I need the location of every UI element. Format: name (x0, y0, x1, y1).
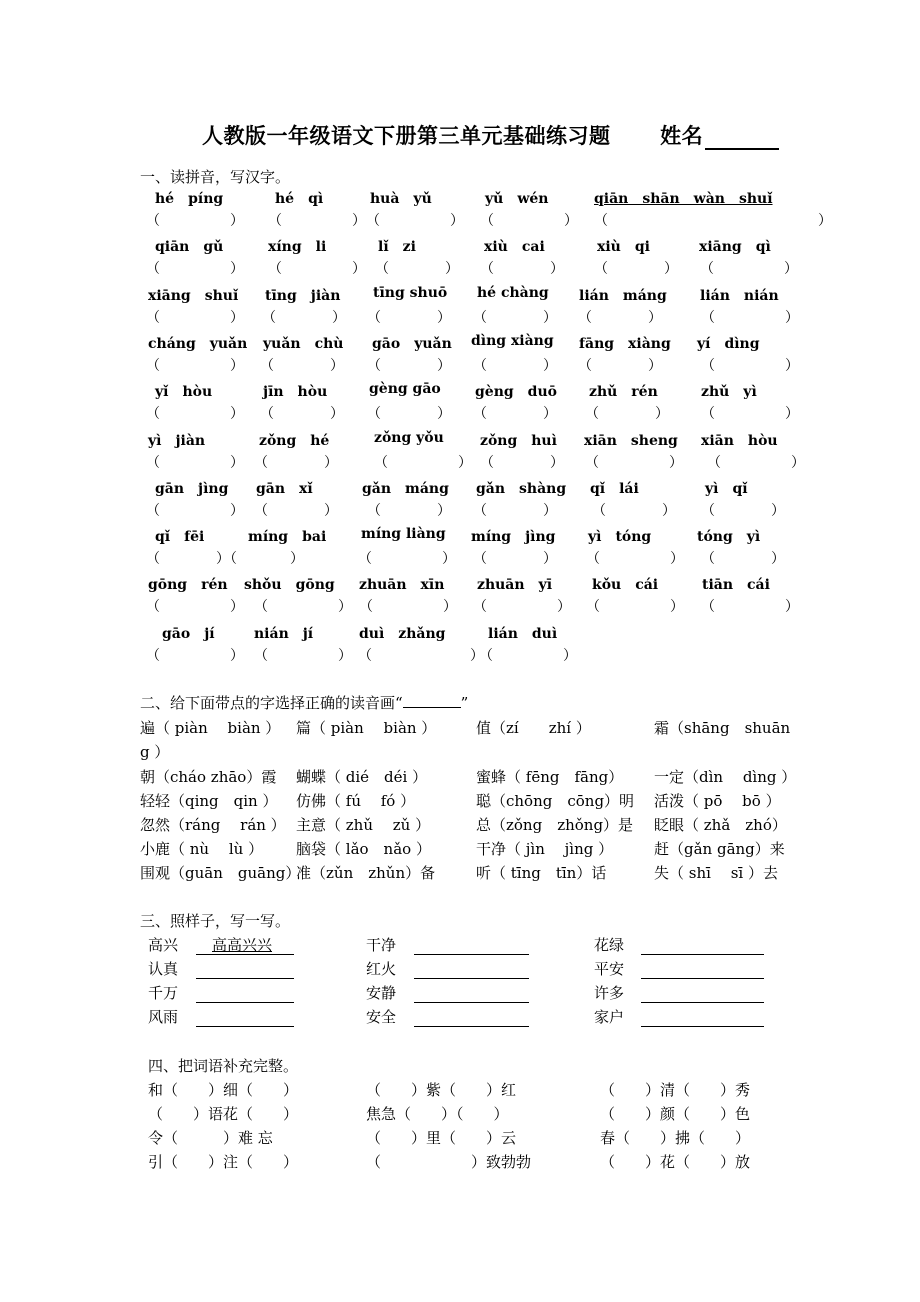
write-blank[interactable] (641, 1026, 764, 1027)
answer-blank[interactable]: （ ） (701, 309, 799, 326)
section-2-text: 二、给下面带点的字选择正确的读音画“ (140, 694, 403, 712)
pinyin-word: hé chàng (477, 284, 549, 301)
answer-blank[interactable]: （ ） (146, 454, 244, 471)
answer-blank[interactable]: （ ） (578, 309, 662, 326)
pinyin-word: gèng gāo (369, 381, 441, 398)
answer-blank[interactable]: （ ） (146, 599, 244, 616)
answer-blank[interactable]: （ ） (375, 261, 459, 278)
pinyin-word: yuǎn chù (263, 335, 344, 352)
section-3-heading: 三、照样子，写一写。 (140, 912, 291, 930)
answer-blank[interactable]: （ ） (473, 599, 571, 616)
reading-choice[interactable]: 围观（guān guāng） (140, 864, 301, 882)
write-blank[interactable] (414, 954, 529, 955)
answer-blank[interactable]: （ ） (473, 309, 557, 326)
pinyin-word: zǒng huì (480, 432, 557, 449)
write-blank[interactable] (641, 1002, 764, 1003)
fill-item[interactable]: 焦急（ ）（ ） (366, 1105, 509, 1123)
answer-blank[interactable]: （ ） (473, 406, 557, 423)
answer-blank[interactable]: （ ） (367, 502, 451, 519)
title-text: 人教版一年级语文下册第三单元基础练习题 (202, 123, 611, 148)
mark-blank (403, 693, 461, 708)
section-2-heading (140, 692, 468, 713)
word-label: 千万 (148, 984, 179, 1002)
answer-blank[interactable]: （ ） (268, 213, 366, 229)
pinyin-word: qiān gǔ (155, 239, 224, 256)
pinyin-word: qiān shān wàn shuǐ (594, 191, 773, 207)
reading-choice[interactable]: 赶（gǎn gāng）来 (654, 840, 785, 858)
reading-choice[interactable]: 仿佛（ fú fó ） (296, 792, 416, 810)
answer-blank[interactable]: （ ） (473, 357, 557, 374)
reading-choice[interactable]: 遍（ piàn biàn ） (140, 719, 281, 737)
pinyin-word: xiù qi (597, 239, 650, 256)
pinyin-word: zǒng hé (259, 432, 330, 449)
answer-blank[interactable]: （ ） (146, 309, 244, 326)
pinyin-word: tóng yì (697, 529, 761, 546)
reading-choice[interactable]: 主意（ zhǔ zǔ ） (296, 816, 431, 834)
answer-blank[interactable]: （ ） (701, 551, 785, 568)
pinyin-word: zhuān xīn (359, 577, 445, 594)
answer-blank[interactable]: （ ） (586, 551, 684, 568)
word-label: 平安 (594, 960, 625, 978)
word-label: 高兴 (148, 936, 179, 954)
answer-blank[interactable]: （ ） (262, 309, 346, 326)
pinyin-word: xiāng qì (699, 239, 771, 256)
write-blank[interactable] (196, 978, 294, 979)
example-answer: 高高兴兴 (212, 936, 273, 954)
answer-blank[interactable]: （ ） (146, 647, 244, 664)
word-label: 安静 (366, 984, 397, 1002)
example-underline (196, 954, 294, 955)
reading-choice[interactable]: 轻轻（qing qin ） (140, 792, 278, 810)
fill-item[interactable]: （ ）紫（ ）红 (366, 1081, 517, 1099)
answer-blank[interactable]: （ ） (479, 647, 577, 664)
answer-blank[interactable]: （ ） (585, 406, 669, 423)
fill-item[interactable]: 春（ ）拂（ ） (600, 1129, 751, 1147)
pinyin-word: xiān sheng (584, 432, 678, 449)
pinyin-word: lián máng (579, 287, 667, 304)
pinyin-word: tiān cái (702, 577, 770, 594)
pinyin-word: tīng shuō (373, 284, 448, 301)
reading-choice[interactable]: 蝴蝶（ dié déi ） (296, 768, 428, 786)
word-label: 花绿 (594, 936, 625, 954)
pinyin-word: lǐ zi (378, 239, 416, 256)
pinyin-word: xíng li (268, 239, 327, 256)
reading-choice[interactable]: 蜜蜂（ fēng fāng） (476, 768, 624, 786)
reading-choice[interactable]: 脑袋（ lǎo nǎo ） (296, 840, 431, 858)
pinyin-word: yì tóng (588, 529, 652, 546)
pinyin-word: gāo yuǎn (372, 335, 452, 352)
answer-blank[interactable]: （ ） (701, 406, 799, 423)
word-label: 安全 (366, 1008, 397, 1026)
pinyin-word: xiù cai (484, 239, 545, 256)
pinyin-word: shǒu gōng (244, 577, 335, 594)
reading-choice[interactable]: 听（ tīng tīn）话 (476, 864, 607, 882)
answer-blank[interactable]: （ ） (701, 502, 785, 519)
answer-blank[interactable]: ） (234, 551, 304, 568)
pinyin-word: gān jìng (155, 480, 229, 497)
word-label: 认真 (148, 960, 179, 978)
write-blank[interactable] (641, 978, 764, 979)
write-blank[interactable] (196, 1026, 294, 1027)
word-label: 家户 (594, 1008, 625, 1026)
answer-blank[interactable]: （ ） (268, 261, 366, 278)
pinyin-word: zhǔ rén (589, 384, 658, 401)
fill-item[interactable]: 和（ ）细（ ） (148, 1081, 299, 1099)
reading-choice[interactable]: 一定（dìn dìng ） (654, 768, 797, 786)
answer-blank[interactable]: （ ） (146, 357, 244, 374)
answer-blank[interactable]: （ ） (146, 502, 244, 519)
pinyin-word: gèng duō (475, 384, 557, 401)
answer-blank[interactable]: （ ） (594, 213, 832, 229)
answer-blank[interactable]: （ ） (473, 551, 557, 568)
pinyin-word: gǎn máng (362, 480, 449, 497)
pinyin-word: zhǔ yì (701, 384, 757, 401)
reading-choice[interactable]: 总（zǒng zhǒng）是 (476, 816, 634, 834)
reading-choice[interactable]: g ） (140, 743, 170, 761)
answer-blank[interactable]: （ ） (254, 647, 352, 664)
answer-blank[interactable]: （ ） (367, 357, 451, 374)
pinyin-word: tīng jiàn (265, 287, 341, 304)
write-blank[interactable] (414, 978, 529, 979)
pinyin-word: kǒu cái (592, 577, 659, 594)
reading-choice[interactable]: 活泼（ pō bō ） (654, 792, 781, 810)
answer-blank[interactable]: （ ） (473, 502, 557, 519)
reading-choice[interactable]: 朝（cháo zhāo）霞 (140, 768, 277, 786)
answer-blank[interactable]: （ ） (585, 454, 683, 471)
reading-choice[interactable]: 值（zí zhí ） (476, 719, 591, 737)
answer-blank[interactable]: （ ） (367, 406, 451, 423)
answer-blank[interactable]: （ ） (594, 261, 678, 278)
answer-blank[interactable]: （ ） (480, 454, 564, 471)
reading-choice[interactable]: 聪（chōng cōng）明 (476, 792, 635, 810)
answer-blank[interactable]: （ ） (700, 261, 798, 278)
pinyin-word: lián duì (488, 625, 558, 642)
pinyin-word: cháng yuǎn (148, 335, 248, 352)
answer-blank[interactable]: （ ） (586, 599, 684, 616)
word-label: 红火 (366, 960, 397, 978)
write-blank[interactable] (414, 1002, 529, 1003)
pinyin-word: huà yǔ (370, 191, 432, 207)
fill-item[interactable]: （ ）里（ ）云 (366, 1129, 517, 1147)
answer-blank[interactable]: （ ） (146, 406, 244, 423)
pinyin-word: gān xǐ (256, 480, 313, 497)
word-label: 风雨 (148, 1008, 179, 1026)
fill-item[interactable]: （ ）花（ ）放 (600, 1153, 751, 1171)
answer-blank[interactable]: （ ） (358, 551, 456, 568)
section-2-quote: ” (460, 694, 469, 712)
pinyin-word: míng jìng (471, 529, 556, 546)
answer-blank[interactable]: （ ） (358, 647, 484, 664)
fill-item[interactable]: （ ）颜（ ）色 (600, 1105, 751, 1123)
pinyin-word: xiān hòu (701, 432, 778, 449)
answer-blank[interactable]: （ ） (374, 454, 472, 471)
fill-item[interactable]: （ ）语花（ ） (148, 1105, 299, 1123)
pinyin-word: xiāng shuǐ (148, 287, 239, 304)
pinyin-word: zǒng yǒu (374, 429, 444, 446)
answer-blank[interactable]: （ ） (707, 454, 805, 471)
pinyin-word: yí dìng (697, 335, 760, 352)
reading-choice[interactable]: 篇（ piàn biàn ） (296, 719, 437, 737)
pinyin-word: hé píng (155, 191, 224, 207)
word-label: 干净 (366, 936, 397, 954)
word-label: 许多 (594, 984, 625, 1002)
name-label: 姓名 (660, 123, 704, 148)
answer-blank[interactable]: （ ） (367, 309, 451, 326)
answer-blank[interactable]: （ ） (146, 261, 244, 278)
pinyin-word: yì qǐ (705, 480, 748, 497)
fill-item[interactable]: （ ）清（ ）秀 (600, 1081, 751, 1099)
pinyin-word: hé qì (275, 191, 324, 207)
pinyin-word: lián nián (700, 287, 779, 304)
reading-choice[interactable]: 准（zǔn zhǔn）备 (296, 864, 436, 882)
fill-item[interactable]: 引（ ）注（ ） (148, 1153, 299, 1171)
write-blank[interactable] (414, 1026, 529, 1027)
answer-blank[interactable]: （ ） (701, 599, 799, 616)
reading-choice[interactable]: 忽然（ráng rán ） (140, 816, 286, 834)
answer-blank[interactable]: （ ） (146, 213, 244, 229)
pinyin-word: jīn hòu (263, 384, 328, 401)
answer-blank[interactable]: （ ） (254, 454, 338, 471)
pinyin-word: gōng rén (148, 577, 228, 594)
answer-blank[interactable]: （ ） (480, 213, 578, 229)
answer-blank[interactable]: （ ）（ (146, 551, 237, 568)
answer-blank[interactable]: （ ） (260, 406, 344, 423)
section-4-heading: 四、把词语补充完整。 (148, 1057, 299, 1075)
reading-choice[interactable]: 失（ shī sī ）去 (654, 864, 778, 882)
pinyin-word: duì zhǎng (359, 625, 446, 642)
pinyin-word: qǐ lái (590, 480, 639, 497)
pinyin-word: míng bai (248, 529, 327, 546)
pinyin-word: yì jiàn (148, 432, 206, 449)
pinyin-word: gāo jí (162, 625, 215, 642)
pinyin-word: qǐ fēi (155, 529, 205, 546)
answer-blank[interactable]: （ ） (480, 261, 564, 278)
answer-blank[interactable]: （ ） (701, 357, 799, 374)
section-1-heading: 一、读拼音，写汉字。 (140, 168, 291, 186)
write-blank[interactable] (196, 1002, 294, 1003)
answer-blank[interactable]: （ ） (578, 357, 662, 374)
fill-item[interactable]: 令（ ）难 忘 (148, 1129, 273, 1147)
name-blank[interactable] (705, 126, 779, 150)
answer-blank[interactable]: （ ） (359, 599, 457, 616)
reading-choice[interactable]: 小鹿（ nù lù ） (140, 840, 264, 858)
fill-item[interactable]: （ ）致勃勃 (366, 1153, 532, 1171)
answer-blank[interactable]: （ ） (254, 502, 338, 519)
pinyin-word: yǔ wén (485, 191, 549, 207)
worksheet-title (202, 120, 779, 150)
reading-choice[interactable]: 霜（shāng shuān (654, 719, 791, 737)
answer-blank[interactable]: （ ） (260, 357, 344, 374)
pinyin-word: fāng xiàng (579, 335, 671, 352)
answer-blank[interactable]: （ ） (254, 599, 352, 616)
answer-blank[interactable]: （ ） (592, 502, 676, 519)
pinyin-word: zhuān yī (477, 577, 553, 594)
pinyin-word: yǐ hòu (155, 384, 213, 401)
answer-blank[interactable]: （ ） (366, 213, 464, 229)
pinyin-word: dìng xiàng (471, 332, 554, 349)
pinyin-word: nián jí (254, 625, 314, 642)
reading-choice[interactable]: 眨眼（ zhǎ zhó） (654, 816, 787, 834)
pinyin-word: míng liàng (361, 526, 446, 543)
write-blank[interactable] (641, 954, 764, 955)
reading-choice[interactable]: 干净（ jìn jìng ） (476, 840, 614, 858)
pinyin-word: gǎn shàng (476, 480, 567, 497)
